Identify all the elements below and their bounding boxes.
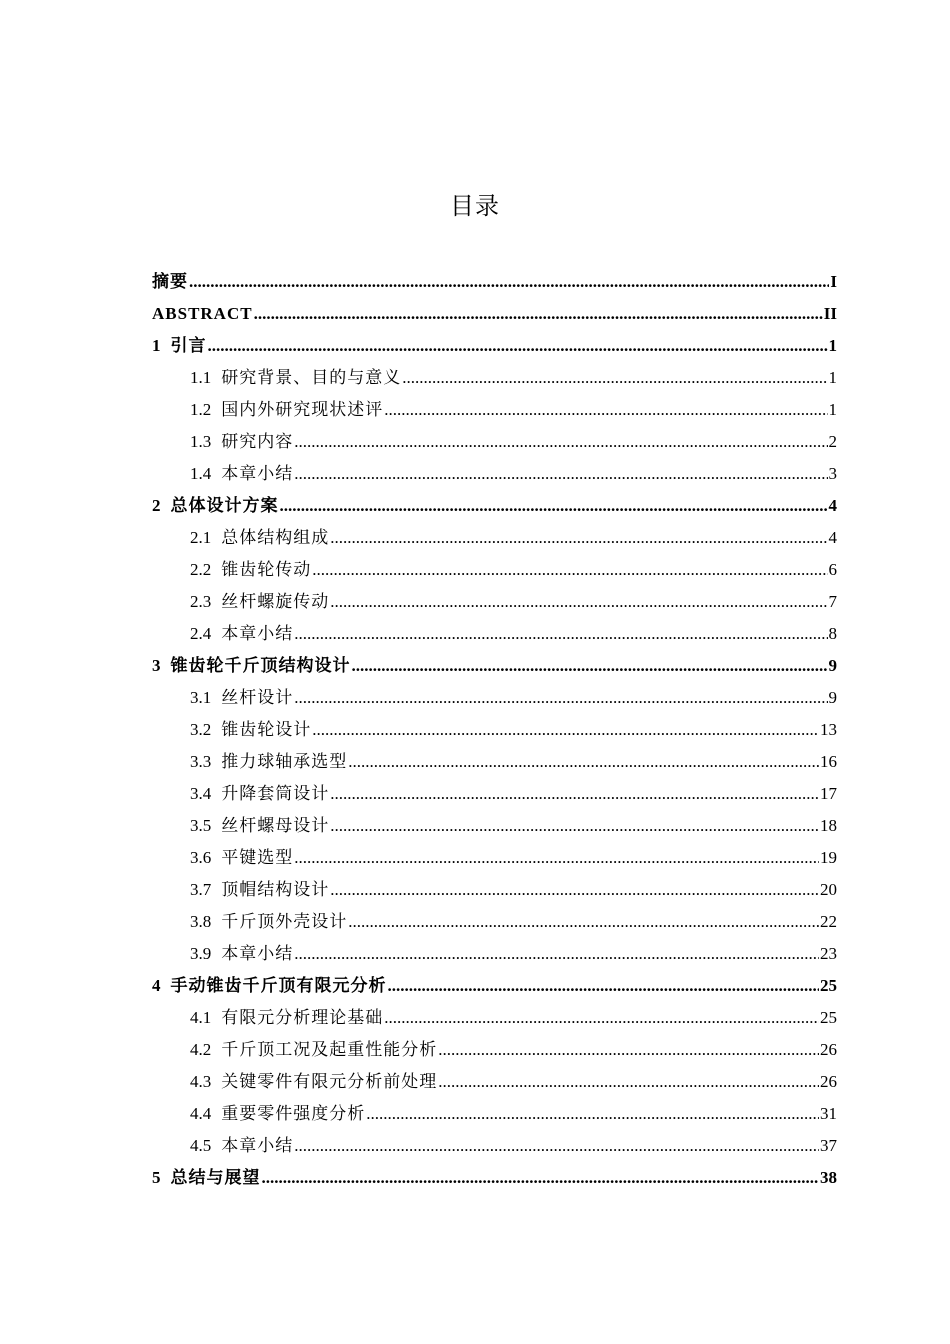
toc-entry-number: 3.2 [190,720,212,739]
toc-dot-leader [330,586,827,618]
toc-entry-number: 3 [152,656,161,675]
toc-entry-title: 有限元分析理论基础 [221,1008,384,1027]
toc-entry-page-number: 25 [820,976,837,995]
toc-entry-page-number: 19 [820,848,837,867]
toc-dot-leader [438,1034,819,1066]
toc-entry-page-number: 1 [828,368,837,387]
toc-entry-page-number: 8 [828,624,837,643]
toc-entry-page-number: 7 [828,592,837,611]
toc-entry-page-number: 37 [820,1136,837,1155]
toc-entry-page-number: 25 [820,1008,837,1027]
toc-dot-leader [208,330,828,362]
table-of-contents [152,266,837,1194]
toc-section-entry[interactable] [152,906,837,938]
toc-entry-title: 锥齿轮传动 [221,560,312,579]
toc-dot-leader [312,714,819,746]
toc-dot-leader [294,618,827,650]
toc-dot-leader [294,938,819,970]
toc-section-entry[interactable] [152,586,837,618]
toc-dot-leader [352,650,828,682]
toc-entry-page-number: 22 [820,912,837,931]
toc-entry-title: 平键选型 [221,848,294,867]
toc-chapter-entry[interactable] [152,330,837,362]
toc-chapter-entry[interactable] [152,490,837,522]
toc-dot-leader [294,458,827,490]
toc-entry-page-number: 2 [828,432,837,451]
toc-entry-title: 丝杆螺旋传动 [221,592,330,611]
toc-entry-number: 2.2 [190,560,212,579]
toc-entry-title: ABSTRACT [152,304,253,323]
toc-entry-page-number: 16 [820,752,837,771]
toc-entry-number: 3.8 [190,912,212,931]
toc-entry-title: 本章小结 [221,624,294,643]
toc-section-entry[interactable] [152,1130,837,1162]
toc-dot-leader [254,298,823,330]
toc-entry-title: 千斤顶外壳设计 [221,912,348,931]
toc-dot-leader [388,970,820,1002]
toc-section-entry[interactable] [152,458,837,490]
toc-entry-title: 升降套筒设计 [221,784,330,803]
toc-section-entry[interactable] [152,1002,837,1034]
toc-entry-number: 2.4 [190,624,212,643]
toc-dot-leader [294,682,827,714]
toc-section-entry[interactable] [152,746,837,778]
toc-entry-page-number: 20 [820,880,837,899]
toc-entry-title: 顶帽结构设计 [221,880,330,899]
toc-section-entry[interactable] [152,1066,837,1098]
toc-section-entry[interactable] [152,1034,837,1066]
toc-entry-title: 推力球轴承选型 [221,752,348,771]
toc-entry-page-number: 17 [820,784,837,803]
toc-chapter-entry[interactable] [152,298,837,330]
toc-entry-page-number: 1 [828,336,837,355]
toc-entry-number: 3.6 [190,848,212,867]
toc-dot-leader [189,266,829,298]
page-title: 目录 [450,192,500,220]
toc-dot-leader [294,426,827,458]
toc-section-entry[interactable] [152,362,837,394]
toc-dot-leader [294,842,819,874]
toc-chapter-entry[interactable] [152,650,837,682]
toc-entry-number: 3.9 [190,944,212,963]
toc-dot-leader [438,1066,819,1098]
toc-entry-number: 1 [152,336,161,355]
toc-section-entry[interactable] [152,426,837,458]
toc-dot-leader [366,1098,819,1130]
toc-entry-page-number: 26 [820,1072,837,1091]
toc-dot-leader [330,522,827,554]
toc-entry-title: 研究内容 [221,432,294,451]
toc-section-entry[interactable] [152,618,837,650]
toc-section-entry[interactable] [152,1098,837,1130]
toc-dot-leader [348,906,819,938]
toc-entry-title: 研究背景、目的与意义 [221,368,402,387]
toc-entry-title: 引言 [170,336,207,355]
toc-entry-title: 本章小结 [221,464,294,483]
toc-entry-number: 1.3 [190,432,212,451]
toc-dot-leader [330,778,819,810]
toc-entry-page-number: 38 [820,1168,837,1187]
toc-entry-number: 1.2 [190,400,212,419]
toc-entry-page-number: 6 [828,560,837,579]
toc-entry-page-number: 1 [828,400,837,419]
toc-entry-number: 5 [152,1168,161,1187]
toc-entry-number: 4.2 [190,1040,212,1059]
toc-entry-title: 本章小结 [221,944,294,963]
toc-entry-page-number: I [830,272,837,291]
toc-entry-title: 丝杆设计 [221,688,294,707]
toc-entry-title: 丝杆螺母设计 [221,816,330,835]
toc-entry-page-number: 26 [820,1040,837,1059]
toc-entry-page-number: 31 [820,1104,837,1123]
toc-dot-leader [330,874,819,906]
toc-dot-leader [402,362,827,394]
toc-entry-number: 2.1 [190,528,212,547]
toc-entry-title: 国内外研究现状述评 [221,400,384,419]
toc-section-entry[interactable] [152,554,837,586]
toc-entry-page-number: 13 [820,720,837,739]
toc-section-entry[interactable] [152,778,837,810]
toc-chapter-entry[interactable] [152,266,837,298]
toc-entry-number: 4 [152,976,161,995]
toc-section-entry[interactable] [152,842,837,874]
toc-chapter-entry[interactable] [152,1162,837,1194]
toc-entry-number: 3.5 [190,816,212,835]
toc-section-entry[interactable] [152,682,837,714]
toc-entry-number: 4.4 [190,1104,212,1123]
toc-entry-title: 本章小结 [221,1136,294,1155]
toc-entry-number: 1.1 [190,368,212,387]
toc-entry-page-number: 18 [820,816,837,835]
toc-entry-number: 3.1 [190,688,212,707]
toc-section-entry[interactable] [152,394,837,426]
toc-entry-title: 总体结构组成 [221,528,330,547]
toc-section-entry[interactable] [152,810,837,842]
toc-chapter-entry[interactable] [152,970,837,1002]
toc-section-entry[interactable] [152,522,837,554]
toc-entry-page-number: 4 [828,496,837,515]
toc-section-entry[interactable] [152,938,837,970]
toc-entry-page-number: 23 [820,944,837,963]
toc-entry-title: 总体设计方案 [170,496,279,515]
toc-section-entry[interactable] [152,714,837,746]
toc-entry-number: 2 [152,496,161,515]
toc-entry-title: 重要零件强度分析 [221,1104,366,1123]
toc-entry-title: 千斤顶工况及起重性能分析 [221,1040,438,1059]
toc-entry-page-number: 9 [828,688,837,707]
toc-entry-title: 总结与展望 [170,1168,261,1187]
toc-dot-leader [384,1002,819,1034]
toc-dot-leader [280,490,828,522]
toc-entry-page-number: 9 [828,656,837,675]
toc-entry-number: 4.3 [190,1072,212,1091]
toc-entry-page-number: 3 [828,464,837,483]
toc-entry-page-number: 4 [828,528,837,547]
toc-section-entry[interactable] [152,874,837,906]
toc-dot-leader [312,554,827,586]
toc-entry-number: 3.4 [190,784,212,803]
toc-dot-leader [262,1162,820,1194]
toc-entry-title: 关键零件有限元分析前处理 [221,1072,438,1091]
toc-dot-leader [348,746,819,778]
toc-entry-page-number: II [823,304,837,323]
toc-entry-number: 4.5 [190,1136,212,1155]
toc-entry-title: 摘要 [152,272,188,291]
toc-entry-number: 2.3 [190,592,212,611]
toc-dot-leader [294,1130,819,1162]
toc-entry-title: 锥齿轮千斤顶结构设计 [170,656,351,675]
toc-entry-title: 锥齿轮设计 [221,720,312,739]
toc-entry-number: 3.3 [190,752,212,771]
toc-entry-number: 4.1 [190,1008,212,1027]
toc-dot-leader [384,394,827,426]
toc-entry-number: 1.4 [190,464,212,483]
toc-dot-leader [330,810,819,842]
toc-entry-title: 手动锥齿千斤顶有限元分析 [170,976,387,995]
toc-entry-number: 3.7 [190,880,212,899]
